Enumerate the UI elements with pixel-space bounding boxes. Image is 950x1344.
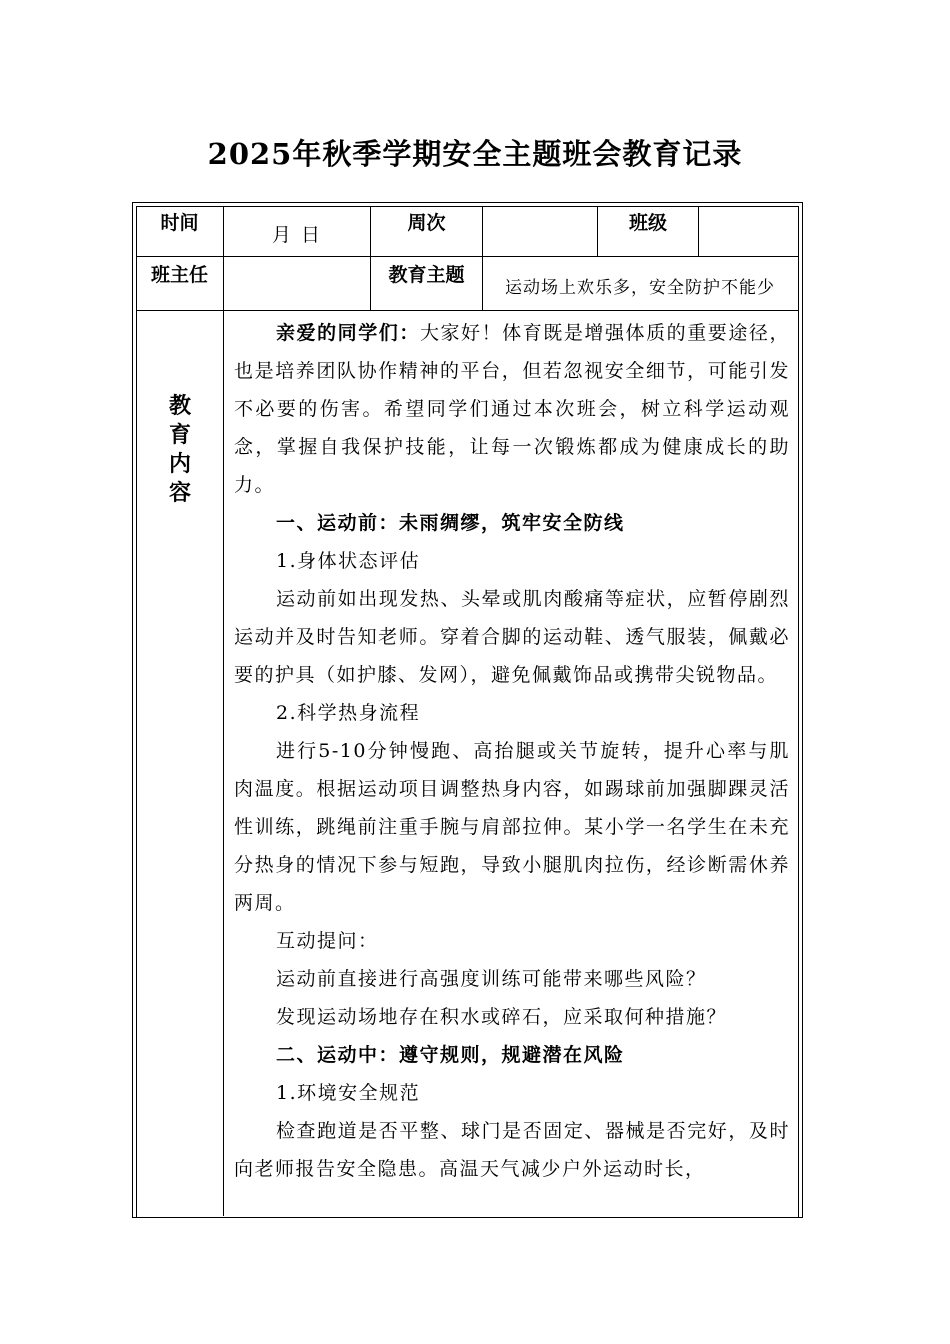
week-label: 周次 bbox=[407, 212, 446, 234]
interaction-label: 互动提问： bbox=[276, 930, 379, 952]
intro-text: 大家好！体育既是增强体质的重要途径，也是培养团队协作精神的平台，但若忽视安全细节，可能引发不必要的伤害。希望同学们通过本次班会，树立科学运动观念，掌握自我保护技能，让每一次锻炼都成为健康成长的助力。 bbox=[234, 322, 790, 496]
question: 发现运动场地存在积水或碎石，应采取何种措施？ bbox=[276, 1006, 728, 1028]
side-char: 容 bbox=[168, 480, 191, 506]
question: 运动前直接进行高强度训练可能带来哪些风险？ bbox=[276, 968, 707, 990]
theme-value: 运动场上欢乐多，安全防护不能少 bbox=[505, 278, 775, 298]
paragraph: 运动前如出现发热、头晕或肌肉酸痛等症状，应暂停剧烈运动并及时告知老师。穿着合脚的运动鞋、透气服装，佩戴必要的护具（如护膝、发网），避免佩戴饰品或携带尖锐物品。 bbox=[234, 588, 790, 686]
education-content bbox=[234, 314, 790, 1214]
time-value: 月 日 bbox=[271, 224, 323, 246]
side-char: 内 bbox=[168, 451, 191, 477]
education-content-label bbox=[160, 392, 200, 508]
paragraph: 进行5-10分钟慢跑、高抬腿或关节旋转，提升心率与肌肉温度。根据运动项目调整热身内容，如踢球前加强脚踝灵活性训练，跳绳前注重手腕与肩部拉伸。某小学一名学生在未充分热身的情况下参与短跑，导致小腿肌肉拉伤，经诊断需休养两周。 bbox=[234, 740, 790, 914]
section-heading: 一、运动前：未雨绸缪，筑牢安全防线 bbox=[276, 512, 625, 534]
item-heading: 1.身体状态评估 bbox=[276, 550, 421, 572]
theme-label: 教育主题 bbox=[388, 264, 465, 286]
side-char: 育 bbox=[168, 422, 191, 448]
item-heading: 1.环境安全规范 bbox=[276, 1082, 421, 1104]
teacher-label: 班主任 bbox=[150, 264, 208, 286]
col-divider-1 bbox=[223, 206, 224, 1216]
col-divider-5 bbox=[698, 206, 699, 256]
greeting: 亲爱的同学们： bbox=[276, 322, 420, 344]
intro-paragraph bbox=[234, 314, 790, 504]
paragraph: 检查跑道是否平整、球门是否固定、器械是否完好，及时向老师报告安全隐患。高温天气减少户外运动时长， bbox=[234, 1120, 790, 1180]
side-char: 教 bbox=[168, 393, 191, 419]
document-title: 2025年秋季学期安全主题班会教育记录 bbox=[207, 137, 743, 171]
class-label: 班级 bbox=[628, 212, 667, 234]
row-divider-2 bbox=[136, 310, 798, 311]
time-label: 时间 bbox=[160, 212, 199, 234]
item-heading: 2.科学热身流程 bbox=[276, 702, 421, 724]
section-heading: 二、运动中：遵守规则，规避潜在风险 bbox=[276, 1044, 625, 1066]
row-divider-1 bbox=[136, 256, 798, 257]
